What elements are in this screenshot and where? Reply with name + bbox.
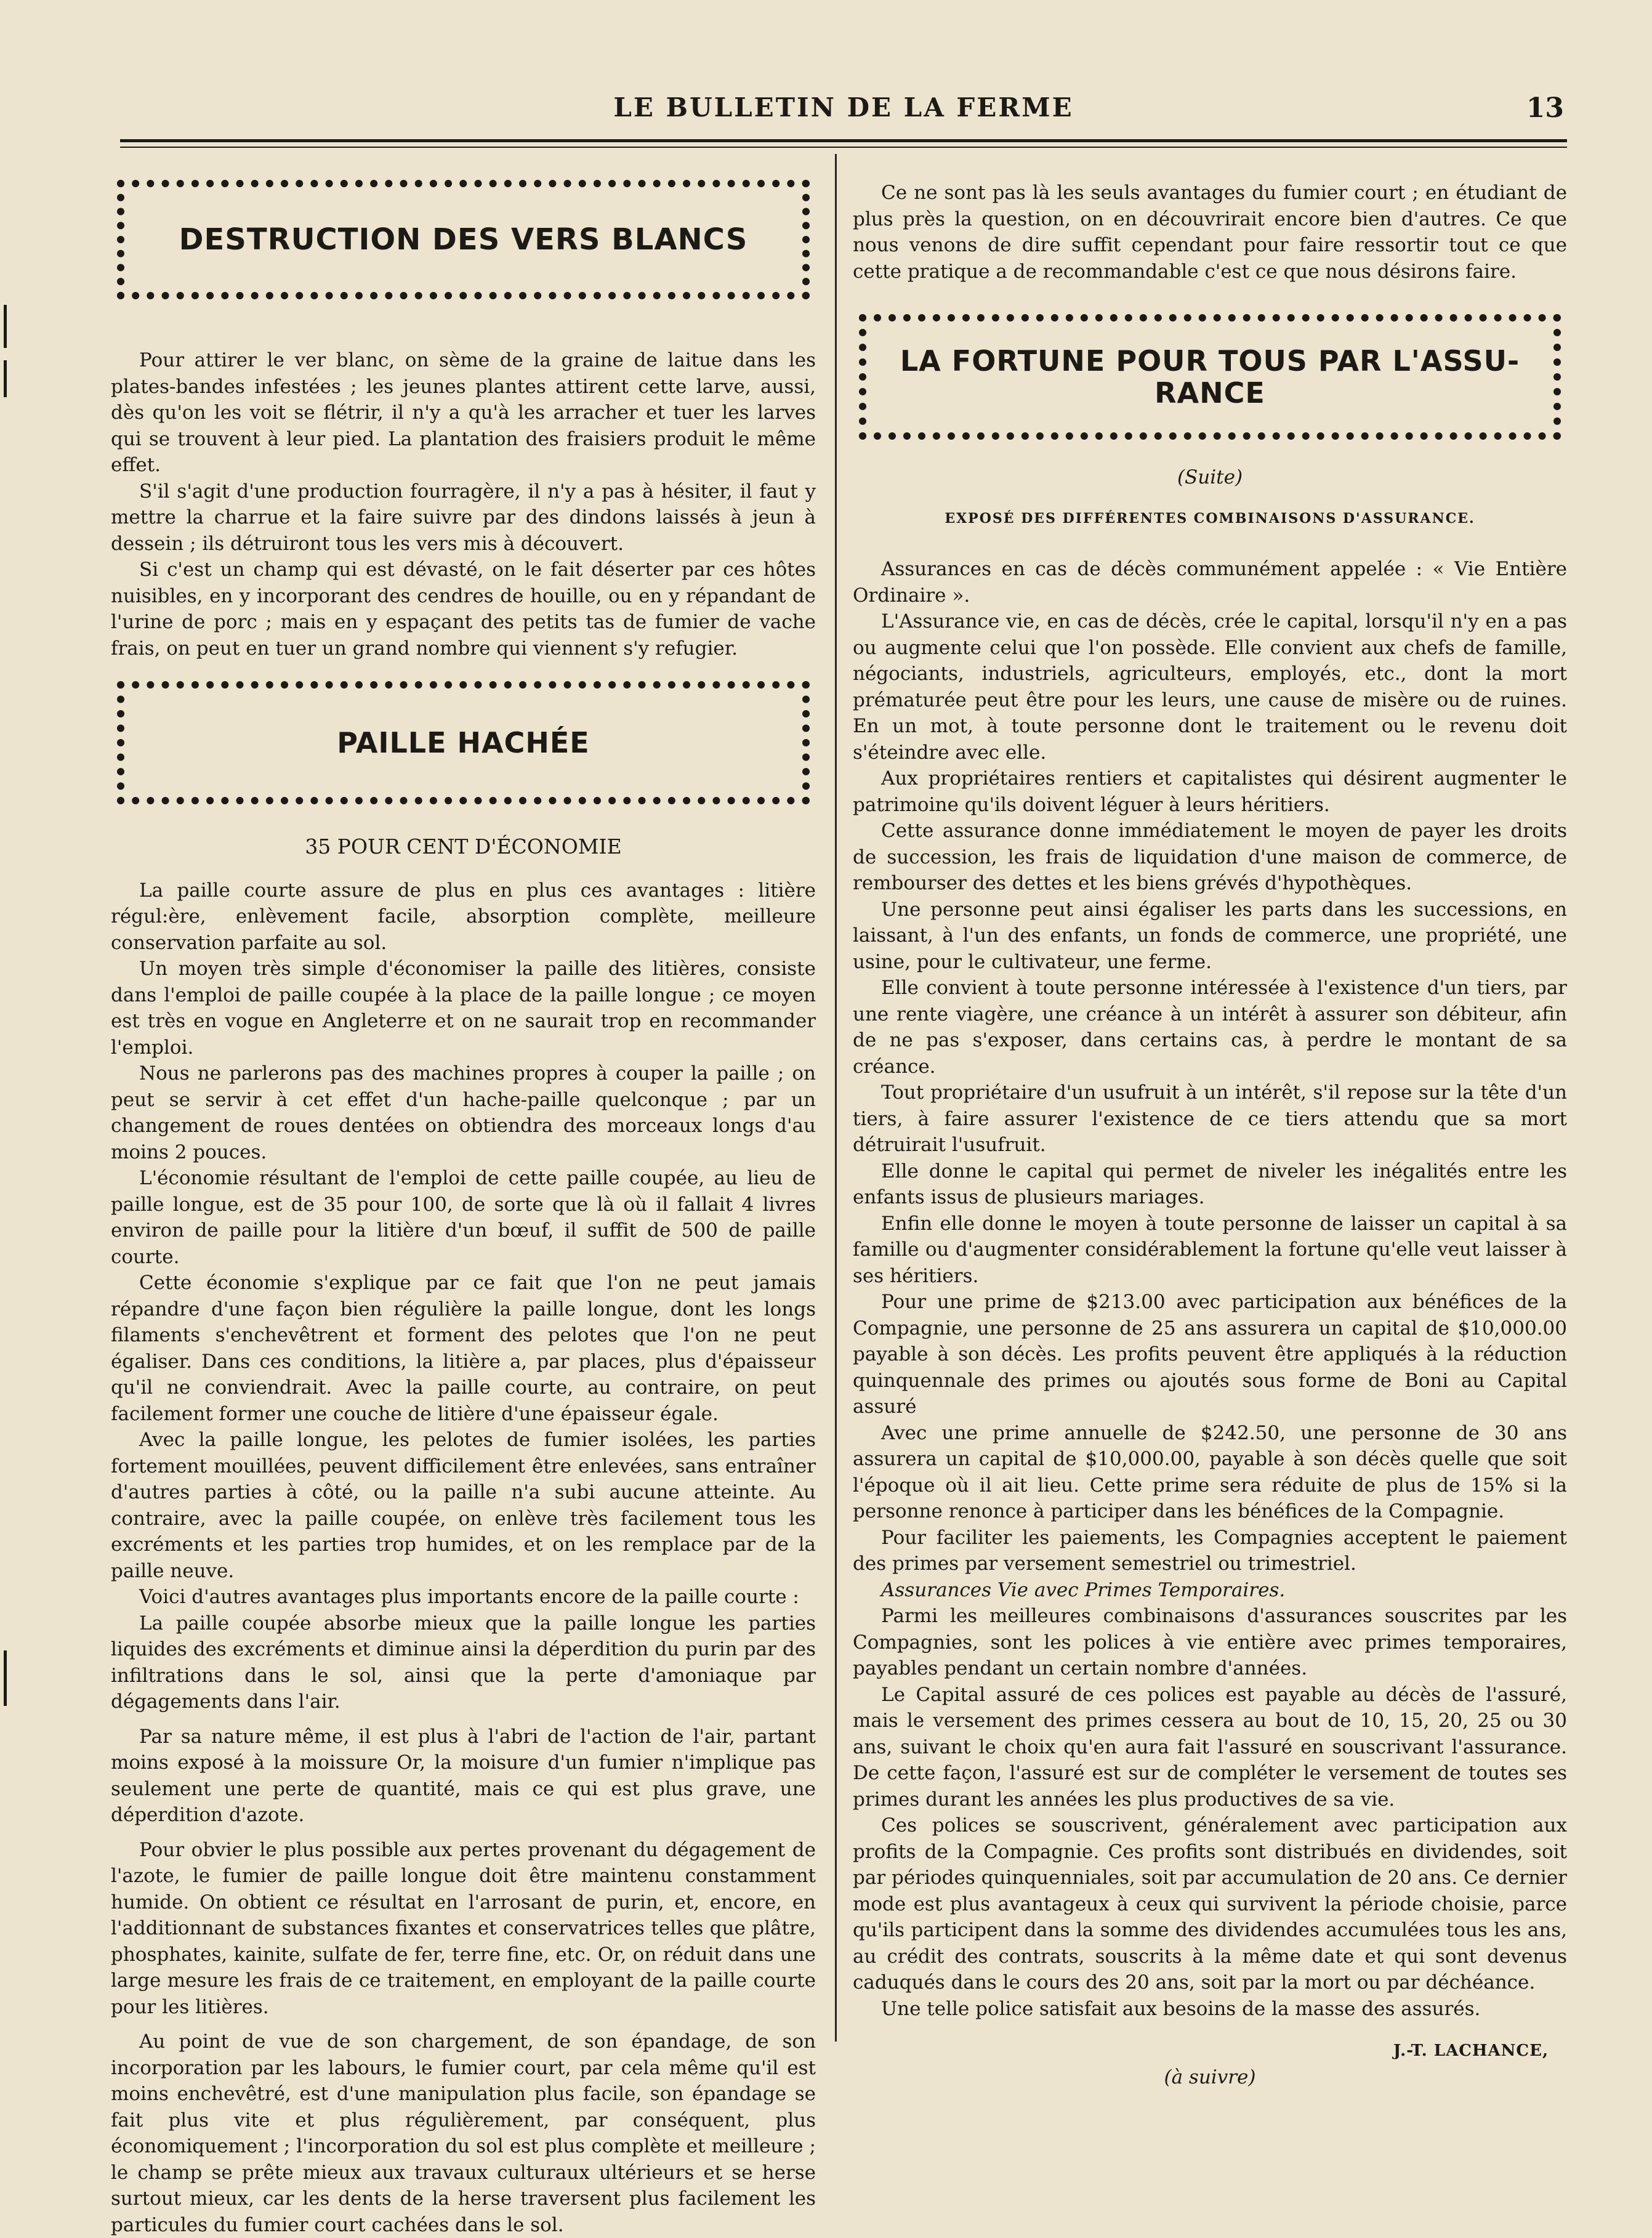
paragraph: L'économie résultant de l'emploi de cette paille coupée, au lieu de paille longue, est de 35 pour 100, de sorte que là où il fallait 4 livres environ de paille pour la litière d'un bœuf, il suffit de 500 de paille courte.	[111, 1167, 816, 1268]
paragraph: Elle donne le capital qui permet de niveler les inégalités entre les enfants issus de plusieurs mariages.	[853, 1160, 1567, 1208]
section-title-line: RANCE	[1154, 376, 1265, 410]
paragraph: Enfin elle donne le moyen à toute personne de laisser un capital à sa famille ou d'augmenter considérablement la fortune qu'elle veut laisser à ses héritiers.	[853, 1212, 1567, 1287]
paragraph: Une personne peut ainsi égaliser les parts dans les successions, en laissant, à l'un des enfants, un fonds de commerce, une propriété, une usine, pour le cultivateur, une ferme.	[853, 898, 1567, 973]
left-column	[111, 180, 816, 2238]
paragraph: Pour faciliter les paiements, les Compagnies acceptent le paiement des primes par versement semestriel ou trimestriel.	[853, 1526, 1567, 1575]
paragraph: Cette économie s'explique par ce fait que l'on ne peut jamais répandre d'une façon bien régulière la paille longue, dont les longs filaments s'enchevêtrent et forment des pelotes que l'on ne peut égaliser. Dans ces conditions, la litière a, par places, plus d'épaisseur qu'il ne conviendrait. Avec la paille courte, au contraire, on peut facilement former une couche de litière d'une épaisseur égale.	[111, 1272, 816, 1425]
paragraph: Aux propriétaires rentiers et capitalistes qui désirent augmenter le patrimoine qu'ils doivent léguer à leurs héritiers.	[853, 767, 1567, 816]
section-title-box	[117, 180, 810, 299]
paragraph: Par sa nature même, il est plus à l'abri de l'action de l'air, partant moins exposé à la moissure Or, la moisure d'un fumier n'implique pas seulement une perte de quantité, mais ce qui est plus grave, une déperdition d'azote.	[111, 1725, 816, 1826]
paragraph: La paille courte assure de plus en plus ces avantages : litière régul:ère, enlèvement facile, absorption complète, meilleure conservation parfaite au sol.	[111, 879, 816, 954]
section-title-box	[117, 681, 810, 804]
paragraph: Pour obvier le plus possible aux pertes provenant du dégagement de l'azote, le fumier de paille longue doit être maintenu constamment humide. On obtient ce résultat en l'arrosant de purin, et, encore, en l'additionnant de substances fixantes et conservatrices telles que plâtre, phosphates, kainite, sulfate de fer, terre fine, etc. Or, on réduit dans une large mesure les frais de ce traitement, en employant de la paille courte pour les litières.	[111, 1838, 816, 2018]
section-subtitle: 35 POUR CENT D'ÉCONOMIE	[305, 834, 622, 858]
margin-mark	[4, 1650, 7, 1706]
suite-label: (Suite)	[1177, 466, 1243, 488]
signature: J.-T. LACHANCE,	[1393, 2042, 1549, 2060]
margin-mark	[4, 360, 7, 397]
paragraph: Pour attirer le ver blanc, on sème de la graine de laitue dans les plates-bandes infestées ; les jeunes plantes attirent cette larve, aussi, dès qu'on les voit se flétrir, il n'y a qu'à les arracher et tuer les larves qui se trouvent à leur pied. La plantation des fraisiers produit le même effet.	[111, 349, 816, 476]
paragraph: Voici d'autres avantages plus importants encore de la paille courte :	[139, 1586, 799, 1608]
paragraph: Une telle police satisfait aux besoins de la masse des assurés.	[881, 1997, 1481, 2020]
paragraph: L'Assurance vie, en cas de décès, crée le capital, lorsqu'il n'y en a pas ou augmente celui que l'on possède. Elle convient aux chefs de famille, négociants, industriels, agriculteurs, employés, etc., dont la mort prématurée peut être pour les leurs, une cause de misère ou de ruines. En un mot, à toute personne dont le traitement ou le revenu doit s'éteindre avec elle.	[853, 610, 1567, 764]
paragraph: Ce ne sont pas là les seuls avantages du fumier court ; en étudiant de plus près la question, on en découvrirait encore bien d'autres. Ce que nous venons de dire suffit cependant pour faire ressortir tout ce que cette pratique a de recommandable c'est ce que nous désirons faire.	[853, 182, 1567, 283]
paragraph: Elle convient à toute personne intéressée à l'existence d'un tiers, par une rente viagère, une créance à un intérêt à assurer son débiteur, afin de ne pas s'exposer, dans certains cas, à perdre le montant de sa créance.	[853, 977, 1567, 1078]
page-number: 13	[1526, 92, 1564, 124]
section-title: DESTRUCTION DES VERS BLANCS	[179, 222, 748, 257]
margin-mark	[4, 305, 7, 348]
paragraph: Parmi les meilleures combinaisons d'assurances souscrites par les Compagnies, sont les polices à vie entière avec primes temporaires, payables pendant un certain nombre d'années.	[853, 1605, 1567, 1679]
section-title-box	[859, 314, 1561, 440]
paragraph: Le Capital assuré de ces polices est payable au décès de l'assuré, mais le versement des primes cessera au bout de 10, 15, 20, 25 ou 30 ans, suivant le choix qu'en aura fait l'assuré en souscrivant l'assurance. De cette façon, l'assuré est sur de compléter le versement de toutes ses primes durant les années les plus productives de sa vie.	[853, 1683, 1567, 1811]
paragraph: Cette assurance donne immédiatement le moyen de payer les droits de succession, les frais de liquidation d'une maison de commerce, de rembourser des dettes et les biens grévés d'hypothèques.	[853, 820, 1567, 894]
paragraph: Tout propriétaire d'un usufruit à un intérêt, s'il repose sur la tête d'un tiers, à faire assurer l'existence de ce tiers attendu que sa mort détruirait l'usufruit.	[853, 1081, 1567, 1156]
continued-note: (à suivre)	[1164, 2066, 1256, 2088]
paragraph: La paille coupée absorbe mieux que la paille longue les parties liquides des excréments et diminue ainsi la déperdition du purin par des infiltrations dans le sol, ainsi que la perte d'amoniaque par dégagements dans l'air.	[111, 1612, 816, 1713]
section-title-line: LA FORTUNE POUR TOUS PAR L'ASSU-	[900, 344, 1520, 378]
paragraph: Assurances en cas de décès communément appelée : « Vie Entière Ordinaire ».	[853, 558, 1567, 607]
header-rule-thick	[120, 139, 1567, 142]
paragraph: Si c'est un champ qui est dévasté, on le fait déserter par ces hôtes nuisibles, en y incorporant des cendres de houille, ou en y répandant de l'urine de porc ; mais en y espaçant des petits tas de fumier de vache frais, on peut en tuer un grand nombre qui viennent s'y refugier.	[111, 559, 816, 660]
paragraph: S'il s'agit d'une production fourragère, il n'y a pas à hésiter, il faut y mettre la charrue et la faire suivre par des dindons laissés à jeun à dessein ; ils détruiront tous les vers mis à découvert.	[111, 480, 816, 555]
paragraph: Au point de vue de son chargement, de son épandage, de son incorporation par les labours, le fumier court, par cela même qu'il est moins enchevêtré, est d'une manipulation plus facile, son épandage se fait plus vite et plus régulièrement, par conséquent, plus économiquement ; l'incorporation du sol est plus complète et meilleure ; le champ se prête mieux aux travaux culturaux ultérieurs et se herse surtout mieux, car les dents de la herse traversent plus facilement les particules du fumier court cachées dans le sol.	[111, 2030, 816, 2236]
paragraph: Pour une prime de $213.00 avec participation aux bénéfices de la Compagnie, une personne de 25 ans assurera un capital de $10,000.00 payable à son décès. Les profits peuvent être appliqués à la réduction quinquennale des primes ou ajoutés sous forme de Boni au Capital assuré	[853, 1291, 1567, 1418]
paragraph: Ces polices se souscrivent, généralement avec participation aux profits de la Compagnie. Ces profits sont distribués en dividendes, soit par périodes quinquenniales, soit par accumulation de 20 ans. Ce dernier mode est plus avantageux à ceux qui survivent la période choisie, parce qu'ils participent dans la somme des dividendes accumulées tous les ans, au crédit des contrats, souscrits à la même date et qui sont devenus caduqués dans le cours des 20 ans, soit par la mort ou par déchéance.	[853, 1814, 1567, 1994]
section-heading: EXPOSÉ DES DIFFÉRENTES COMBINAISONS D'ASSURANCE.	[945, 510, 1475, 527]
paragraph: Avec la paille longue, les pelotes de fumier isolées, les parties fortement mouillées, peuvent difficilement être enlevées, sans entraîner d'autres parties à côté, ou la paille n'a subi aucune atteinte. Au contraire, avec la paille coupée, on enlève très facilement tous les excréments et les parties trop humides, et on les remplace par de la paille neuve.	[111, 1429, 816, 1582]
paragraph: Nous ne parlerons pas des machines propres à couper la paille ; on peut se servir à cet effet d'un hache-paille quelconque ; par un changement de roues dentées on obtiendra des morceaux longs d'au moins 2 pouces.	[111, 1062, 816, 1163]
right-column	[853, 180, 1567, 2090]
journal-title: LE BULLETIN DE LA FERME	[613, 92, 1074, 123]
paragraph: Avec une prime annuelle de $242.50, une personne de 30 ans assurera un capital de $10,000.00, payable à son décès quelle que soit l'époque où il ait lieu. Cette prime sera réduite de plus de 15% si la personne renonce à participer dans les bénéfices de la Compagnie.	[853, 1421, 1567, 1522]
subheading: Assurances Vie avec Primes Temporaires.	[881, 1578, 1286, 1601]
page-header	[120, 92, 1567, 129]
section-title: PAILLE HACHÉE	[337, 725, 590, 759]
column-divider	[835, 154, 837, 2042]
paragraph: Un moyen très simple d'économiser la paille des litières, consiste dans l'emploi de paille coupée à la place de la paille longue ; ce moyen est très en vogue en Angleterre et on ne saurait trop en recommander l'emploi.	[111, 958, 816, 1059]
header-rule-thin	[120, 147, 1567, 148]
